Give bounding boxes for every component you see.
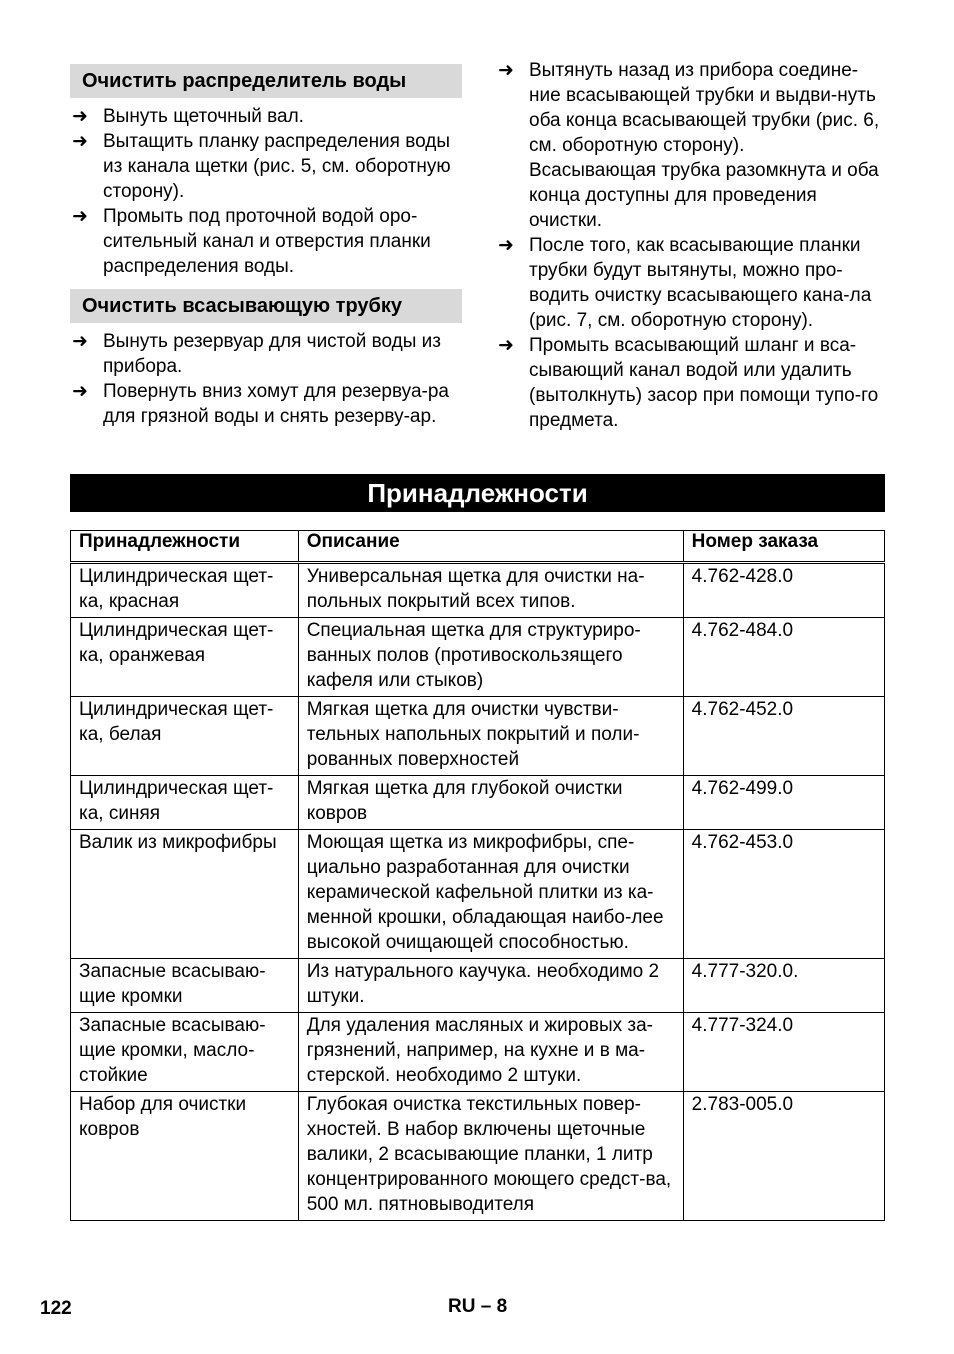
- section-title-water-distributor: Очистить распределитель воды: [70, 64, 462, 98]
- order-number: 4.762-499.0: [683, 776, 884, 830]
- order-number: 2.783-005.0: [683, 1092, 884, 1221]
- accessory-name: Валик из микрофибры: [71, 830, 299, 959]
- arrow-right-icon: ➜: [498, 335, 514, 356]
- order-number: 4.762-428.0: [683, 563, 884, 618]
- section-title-suction-tube: Очистить всасывающую трубку: [70, 289, 462, 323]
- accessory-name: Запасные всасываю-щие кромки, масло-стойкие: [71, 1013, 299, 1092]
- column-header-description: Описание: [298, 531, 683, 563]
- accessory-description: Глубокая очистка текстильных повер-хностей. В набор включены щеточные валики, 2 всасывающие планки, 1 литр концентрированного моющего средст-ва, 500 мл. пятновыводителя: [298, 1092, 683, 1221]
- step-text: Вынуть резервуар для чистой воды из прибора.: [103, 331, 442, 377]
- accessories-table: [70, 530, 885, 1221]
- step-text: Промыть всасывающий шланг и вса-сывающий канал водой или удалить (вытолкнуть) засор при помощи тупо-го предмета.: [529, 335, 879, 431]
- accessory-name: Цилиндрическая щет-ка, синяя: [71, 776, 299, 830]
- arrow-right-icon: ➜: [72, 131, 88, 152]
- table-row: [71, 697, 885, 776]
- arrow-right-icon: ➜: [498, 235, 514, 256]
- accessory-description: Для удаления масляных и жировых за-грязнений, например, на кухне и в ма-стерской. необходимо 2 штуки.: [298, 1013, 683, 1092]
- table-row: [71, 1013, 885, 1092]
- accessory-name: Цилиндрическая щет-ка, белая: [71, 697, 299, 776]
- accessory-description: Моющая щетка из микрофибры, спе-циально разработанная для очистки керамической кафельной плитки из ка-менной крошки, обладающая наибо-лее высокой очищающей способностью.: [298, 830, 683, 959]
- step-text: Вынуть щеточный вал.: [103, 106, 304, 127]
- arrow-right-icon: ➜: [498, 60, 514, 81]
- step-note: Всасывающая трубка разомкнута и оба конца доступны для проведения очистки.: [529, 160, 879, 231]
- step-text: После того, как всасывающие планки трубки будут вытянуты, можно про-водить очистку всасывающего кана-ла (рис. 7, см. оборотную сторону).: [529, 235, 872, 331]
- order-number: 4.777-320.0.: [683, 959, 884, 1013]
- table-row: [71, 776, 885, 830]
- step-text: Повернуть вниз хомут для резервуа-ра для грязной воды и снять резерву-ар.: [103, 381, 449, 427]
- accessory-description: Мягкая щетка для глубокой очистки ковров: [298, 776, 683, 830]
- column-header-order-number: Номер заказа: [683, 531, 884, 563]
- step-text: Промыть под проточной водой оро-сительный канал и отверстия планки распределения воды.: [103, 206, 431, 277]
- step-item: [70, 329, 462, 379]
- table-row: [71, 959, 885, 1013]
- accessory-name: Цилиндрическая щет-ка, оранжевая: [71, 618, 299, 697]
- step-item: [70, 104, 462, 129]
- right-column: [496, 58, 888, 433]
- table-row: [71, 1092, 885, 1221]
- accessory-description: Универсальная щетка для очистки на-польных покрытий всех типов.: [298, 563, 683, 618]
- order-number: 4.777-324.0: [683, 1013, 884, 1092]
- step-item: [70, 379, 462, 429]
- accessory-description: Специальная щетка для структуриро-ванных полов (противоскользящего кафеля или стыков): [298, 618, 683, 697]
- table-row: [71, 563, 885, 618]
- page-number: 122: [40, 1298, 72, 1319]
- language-page-label: RU – 8: [448, 1296, 508, 1317]
- step-item: [496, 58, 888, 158]
- step-item: [70, 129, 462, 204]
- table-header-row: [71, 531, 885, 563]
- step-item: [496, 333, 888, 433]
- table-row: [71, 830, 885, 959]
- step-item: [70, 204, 462, 279]
- step-item: [496, 233, 888, 333]
- order-number: 4.762-484.0: [683, 618, 884, 697]
- order-number: 4.762-452.0: [683, 697, 884, 776]
- arrow-right-icon: ➜: [72, 381, 88, 402]
- order-number: 4.762-453.0: [683, 830, 884, 959]
- accessory-name: Цилиндрическая щет-ка, красная: [71, 563, 299, 618]
- accessory-name: Запасные всасываю-щие кромки: [71, 959, 299, 1013]
- left-column: [70, 60, 462, 429]
- step-text: Вытащить планку распределения воды из канала щетки (рис. 5, см. оборотную сторону).: [103, 131, 451, 202]
- column-header-accessory: Принадлежности: [71, 531, 299, 563]
- arrow-right-icon: ➜: [72, 106, 88, 127]
- step-text: Вытянуть назад из прибора соедине-ние всасывающей трубки и выдви-нуть оба конца всасывающей трубки (рис. 6, см. оборотную сторону).: [529, 60, 880, 156]
- accessory-name: Набор для очистки ковров: [71, 1092, 299, 1221]
- table-row: [71, 618, 885, 697]
- accessory-description: Из натурального каучука. необходимо 2 штуки.: [298, 959, 683, 1013]
- accessories-title: Принадлежности: [70, 474, 885, 512]
- arrow-right-icon: ➜: [72, 331, 88, 352]
- arrow-right-icon: ➜: [72, 206, 88, 227]
- accessory-description: Мягкая щетка для очистки чувстви-тельных напольных покрытий и поли-рованных поверхностей: [298, 697, 683, 776]
